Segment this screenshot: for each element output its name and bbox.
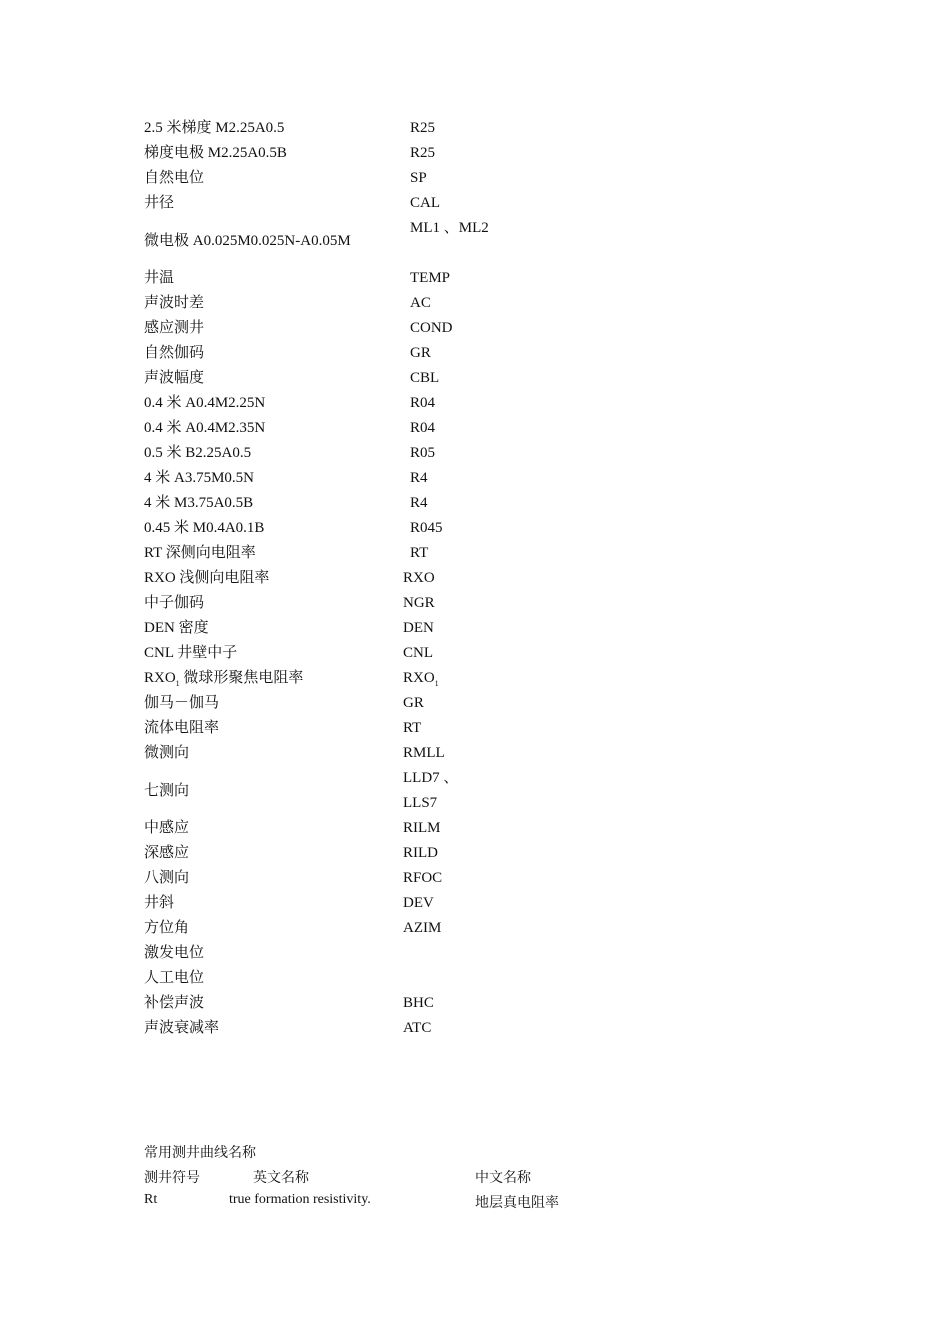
- header-chinese: 中文名称: [475, 1171, 531, 1186]
- header-english: 英文名称: [253, 1171, 309, 1186]
- section-title: 常用测井曲线名称: [144, 1146, 256, 1161]
- footer-row-english: true formation resistivity.: [229, 1192, 371, 1207]
- header-symbol: 测井符号: [144, 1171, 200, 1186]
- footer-row-symbol: Rt: [144, 1192, 158, 1207]
- footer-row-chinese: 地层真电阻率: [475, 1196, 559, 1211]
